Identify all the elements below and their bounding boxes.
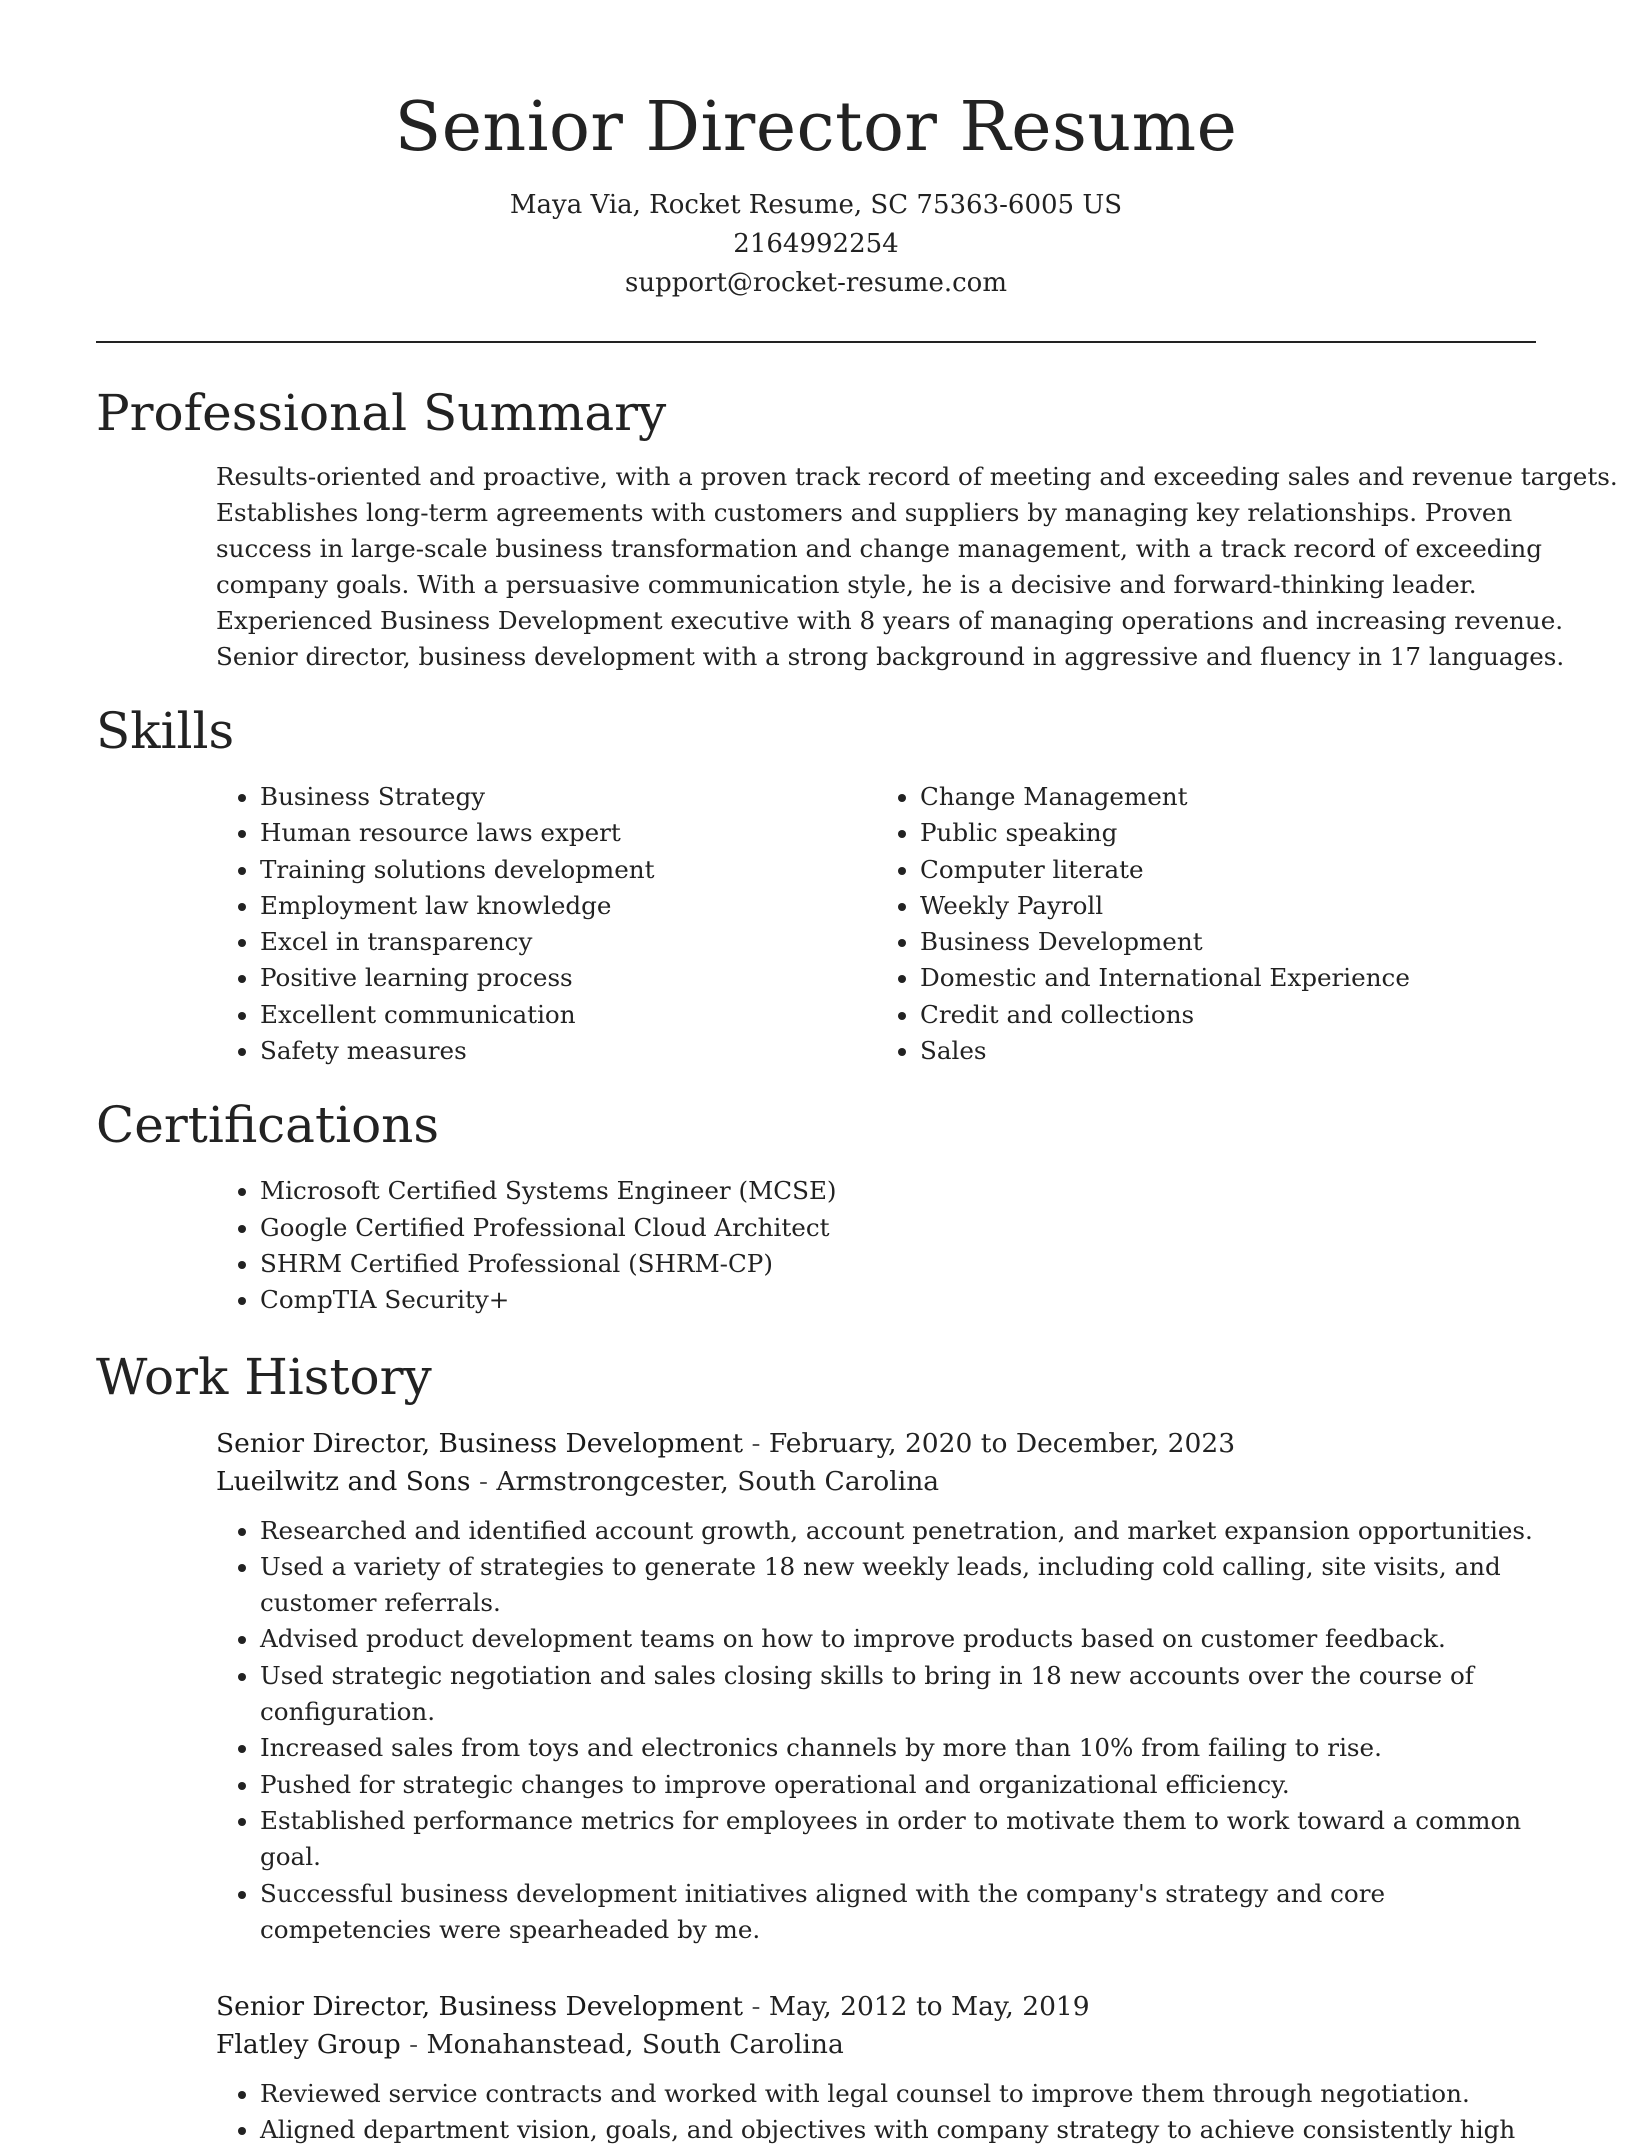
skill-item: • Business Strategy xyxy=(260,779,876,815)
skill-item: • Public speaking xyxy=(920,815,1536,851)
job-bullets xyxy=(216,1513,1536,1949)
certifications-list xyxy=(216,1173,1536,1318)
job-company-line xyxy=(216,1463,1536,1501)
job-bullet: • Advised product development teams on how to improve products based on customer feedback. xyxy=(260,1621,1536,1657)
contact-phone: 2164992254 xyxy=(733,229,899,259)
summary-paragraph xyxy=(216,459,1618,675)
job-location: Armstrongcester, South Carolina xyxy=(496,1465,940,1497)
contact-email: support@rocket-resume.com xyxy=(624,268,1007,298)
job-separator: - xyxy=(400,2029,427,2061)
job-bullet: • Used a variety of strategies to generate 18 new weekly leads, including cold calling, site visits, and customer referrals. xyxy=(260,1549,1536,1622)
job-separator: - xyxy=(470,1465,497,1497)
skill-item: • Computer literate xyxy=(920,852,1536,888)
job-title-line xyxy=(216,1988,1536,2026)
job-bullet: • Established performance metrics for employees in order to motivate them to work toward a common goal. xyxy=(260,1803,1536,1876)
skills-heading: Skills xyxy=(96,702,235,760)
summary-line: Experienced Business Development executive with 8 years of managing operations and increasing revenue. xyxy=(216,606,1564,635)
skills-section xyxy=(96,699,1536,1069)
work-history-section xyxy=(96,1345,1536,2149)
skill-item: • Employment law knowledge xyxy=(260,888,876,924)
job-dates: February, 2020 to December, 2023 xyxy=(768,1427,1236,1459)
work-history-heading: Work History xyxy=(96,1347,432,1406)
job-role: Senior Director, Business Development xyxy=(216,1991,744,2023)
contact-address: Maya Via, Rocket Resume, SC 75363-6005 US xyxy=(509,190,1123,220)
skill-item: • Business Development xyxy=(920,924,1536,960)
skill-item: • Human resource laws expert xyxy=(260,815,876,851)
skills-list-left xyxy=(216,779,876,1069)
job-entry xyxy=(216,1988,1536,2149)
skill-item: • Excellent communication xyxy=(260,997,876,1033)
job-entry xyxy=(216,1425,1536,1949)
job-bullets xyxy=(216,2076,1536,2149)
job-title-line xyxy=(216,1425,1536,1463)
skills-grid xyxy=(216,779,1536,1069)
skill-item: • Weekly Payroll xyxy=(920,888,1536,924)
summary-line: company goals. With a persuasive communication style, he is a decisive and forward-thinking leader. xyxy=(216,570,1477,599)
skills-list-right xyxy=(876,779,1536,1069)
skill-item: • Change Management xyxy=(920,779,1536,815)
certifications-section xyxy=(96,1093,1536,1318)
job-company: Lueilwitz and Sons xyxy=(216,1465,471,1497)
contact-block xyxy=(96,186,1536,303)
job-bullet: • Researched and identified account growth, account penetration, and market expansion opportunities. xyxy=(260,1513,1536,1549)
job-bullet: • Successful business development initiatives aligned with the company's strategy and core competencies were spearheaded by me. xyxy=(260,1876,1536,1949)
summary-line: Senior director, business development with a strong background in aggressive and fluency in 17 languages. xyxy=(216,642,1565,671)
skill-item: • Excel in transparency xyxy=(260,924,876,960)
job-company: Flatley Group xyxy=(216,2029,401,2061)
certifications-heading: Certifications xyxy=(96,1096,440,1155)
summary-line: Results-oriented and proactive, with a proven track record of meeting and exceeding sales and revenue targets. xyxy=(216,462,1618,491)
job-separator: - xyxy=(743,1427,769,1459)
resume-title: Senior Director Resume xyxy=(394,88,1238,167)
job-location: Monahanstead, South Carolina xyxy=(426,2029,844,2061)
professional-summary-heading: Professional Summary xyxy=(96,384,667,442)
summary-line: Establishes long-term agreements with customers and suppliers by managing key relationships. Proven xyxy=(216,498,1513,527)
skill-item: • Positive learning process xyxy=(260,960,876,996)
job-role: Senior Director, Business Development xyxy=(216,1427,744,1459)
job-company-line xyxy=(216,2026,1536,2064)
skill-item: • Credit and collections xyxy=(920,997,1536,1033)
header-divider xyxy=(96,341,1536,343)
job-separator: - xyxy=(743,1991,769,2023)
job-bullet: • Reviewed service contracts and worked with legal counsel to improve them through negotiation. xyxy=(260,2076,1536,2112)
job-dates: May, 2012 to May, 2019 xyxy=(768,1991,1090,2023)
skill-item: • Training solutions development xyxy=(260,852,876,888)
job-bullet: • Aligned department vision, goals, and objectives with company strategy to achieve consistently high xyxy=(260,2112,1536,2148)
skill-item: • Safety measures xyxy=(260,1033,876,1069)
certification-item: • SHRM Certified Professional (SHRM-CP) xyxy=(260,1246,1536,1282)
certification-item: • Microsoft Certified Systems Engineer (MCSE) xyxy=(260,1173,1536,1209)
certification-item: • CompTIA Security+ xyxy=(260,1282,1536,1318)
certification-item: • Google Certified Professional Cloud Architect xyxy=(260,1210,1536,1246)
professional-summary-section xyxy=(96,381,1618,675)
resume-page xyxy=(96,0,1618,2149)
skill-item: • Domestic and International Experience xyxy=(920,960,1536,996)
skill-item: • Sales xyxy=(920,1033,1536,1069)
job-bullet: • Pushed for strategic changes to improve operational and organizational efficiency. xyxy=(260,1767,1536,1803)
job-bullet: • Used strategic negotiation and sales closing skills to bring in 18 new accounts over the course of configuration. xyxy=(260,1658,1536,1731)
summary-line: success in large-scale business transformation and change management, with a track record of exceeding xyxy=(216,534,1542,563)
job-bullet: • Increased sales from toys and electronics channels by more than 10% from failing to rise. xyxy=(260,1730,1536,1766)
